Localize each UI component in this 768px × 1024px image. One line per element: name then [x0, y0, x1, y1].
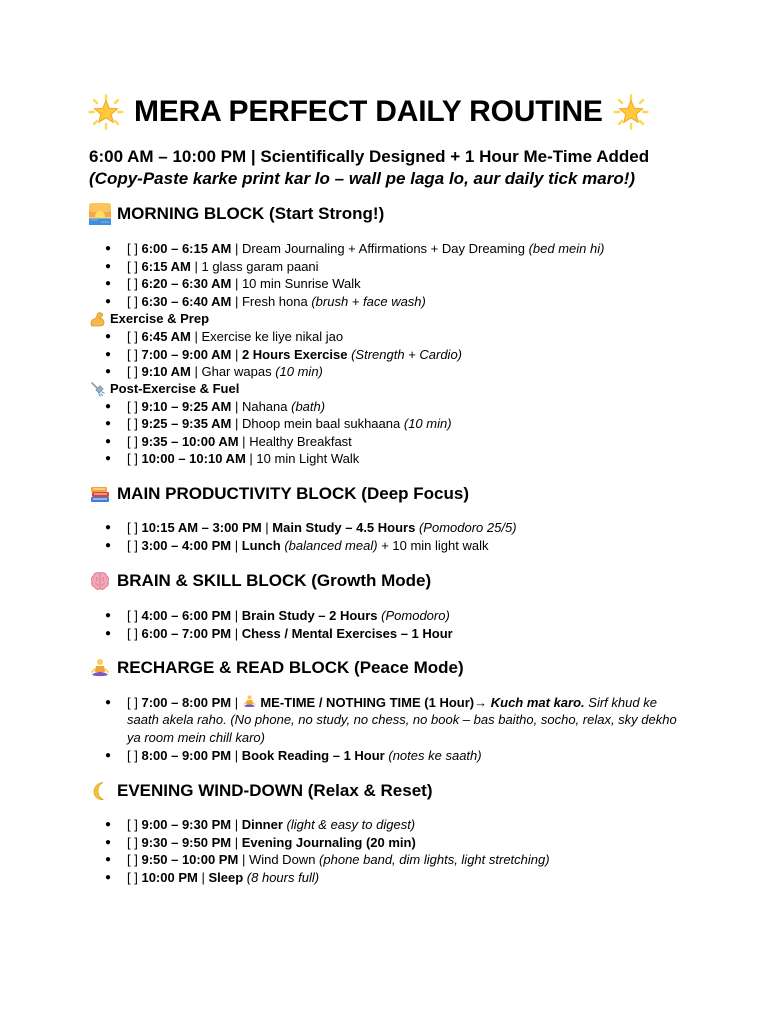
separator: |: [234, 817, 239, 832]
separator: |: [234, 538, 239, 553]
list-item: [105, 537, 687, 554]
section-heading-morning: [89, 203, 384, 225]
bullet: ●: [105, 418, 112, 429]
checkbox[interactable]: [ ]: [127, 625, 138, 641]
item-note: Sirf khud ke saath akela raho. (No phone, no study, no chess, no book – bas baitho, socho, relax, sky dekho ya room mein chill karo): [127, 695, 677, 745]
item-text: Exercise ke liye nikal jao: [201, 329, 344, 344]
list-item: [105, 834, 687, 851]
print-instruction: (Copy-Paste karke print kar lo – wall pe laga lo, aur daily tick maro!): [89, 169, 636, 188]
title-text: MERA PERFECT DAILY ROUTINE: [134, 95, 603, 128]
bullet: ●: [105, 366, 112, 377]
item-text: 1 glass garam paani: [201, 258, 319, 274]
list-item: [105, 816, 687, 833]
bullet: ●: [105, 295, 112, 307]
bullet: ●: [105, 836, 112, 848]
bullet: ●: [105, 522, 112, 533]
checkbox[interactable]: [ ]: [127, 433, 138, 449]
checkbox[interactable]: [ ]: [127, 520, 138, 535]
item-note: (8 hours full): [246, 869, 320, 885]
item-text: 2 Hours Exercise: [241, 346, 348, 362]
item-time: 6:00 – 7:00 PM: [141, 625, 232, 641]
list-item: [105, 398, 687, 415]
separator: |: [234, 834, 239, 850]
item-note: (brush + face wash): [311, 293, 426, 309]
item-note: (bath): [291, 398, 326, 414]
list-item: [105, 694, 682, 746]
item-text: Evening Journaling (20 min): [241, 834, 416, 850]
list-item: [105, 240, 687, 257]
bullet: ●: [105, 819, 112, 830]
item-time: 6:15 AM: [141, 258, 191, 274]
item-time: 7:00 – 9:00 AM: [141, 346, 232, 362]
checkbox[interactable]: [ ]: [127, 451, 138, 466]
item-note: (balanced meal): [284, 538, 378, 553]
section-heading-evening: [89, 780, 432, 802]
item-text: Wind Down: [248, 852, 316, 867]
section-title: EVENING WIND-DOWN (Relax & Reset): [117, 781, 433, 800]
item-time: 10:00 – 10:10 AM: [141, 451, 246, 466]
bullet: ●: [105, 610, 112, 621]
section-title: MORNING BLOCK (Start Strong!): [117, 204, 385, 223]
separator: |: [201, 869, 205, 885]
item-text: Lunch: [241, 538, 281, 553]
item-time: 6:30 – 6:40 AM: [141, 293, 232, 309]
glowing-star-icon: [613, 94, 649, 130]
flexed-biceps-icon: [89, 310, 106, 327]
checkbox[interactable]: [ ]: [127, 398, 138, 414]
bullet: ●: [105, 400, 112, 412]
checkbox[interactable]: [ ]: [127, 608, 138, 623]
list-item: [105, 433, 687, 450]
separator: |: [234, 276, 239, 291]
item-time: 6:45 AM: [141, 329, 191, 344]
bullet: ●: [105, 750, 112, 761]
list-item: [105, 607, 687, 624]
item-text: Chess / Mental Exercises – 1 Hour: [241, 625, 453, 641]
checkbox[interactable]: [ ]: [127, 538, 138, 553]
checkbox[interactable]: [ ]: [127, 834, 138, 850]
subheading-text: Post-Exercise & Fuel: [110, 381, 240, 396]
list-item: [105, 258, 687, 275]
item-time: 3:00 – 4:00 PM: [141, 538, 232, 553]
item-text: Brain Study – 2 Hours: [241, 608, 378, 623]
checkbox[interactable]: [ ]: [127, 869, 138, 885]
checkbox[interactable]: [ ]: [127, 293, 138, 309]
checkbox[interactable]: [ ]: [127, 346, 138, 362]
item-time: 8:00 – 9:00 PM: [141, 748, 232, 763]
bullet: ●: [105, 348, 112, 360]
list-item: [105, 747, 687, 764]
checkbox[interactable]: [ ]: [127, 695, 138, 710]
item-note: (phone band, dim lights, light stretching): [319, 852, 550, 867]
item-note: (Strength + Cardio): [351, 346, 463, 362]
brain-icon: [89, 570, 111, 592]
separator: |: [234, 625, 239, 641]
item-text: Main Study – 4.5 Hours: [272, 520, 416, 535]
separator: |: [234, 293, 239, 309]
subheading-text: Exercise & Prep: [110, 311, 210, 326]
item-time: 6:20 – 6:30 AM: [141, 276, 232, 291]
page-title: [88, 92, 649, 132]
item-time: 9:30 – 9:50 PM: [141, 834, 232, 850]
item-text: Ghar wapas: [201, 364, 272, 379]
schedule-subtitle: 6:00 AM – 10:00 PM | Scientifically Designed + 1 Hour Me-Time Added: [89, 147, 650, 166]
separator: |: [234, 241, 239, 256]
bullet: ●: [105, 854, 112, 865]
item-note: (notes ke saath): [388, 748, 482, 763]
item-note: (10 min): [275, 364, 323, 379]
separator: |: [194, 329, 198, 344]
checkbox[interactable]: [ ]: [127, 258, 138, 274]
checkbox[interactable]: [ ]: [127, 276, 138, 291]
separator: |: [234, 416, 239, 431]
glowing-star-icon: [88, 94, 124, 130]
separator: |: [194, 364, 198, 379]
separator: |: [249, 451, 253, 466]
list-item: [105, 519, 687, 536]
separator: |: [242, 433, 246, 449]
item-text-after: + 10 min light walk: [381, 538, 489, 553]
item-text: Sleep: [208, 869, 244, 885]
separator: |: [241, 852, 246, 867]
item-time: 9:10 – 9:25 AM: [141, 398, 232, 414]
item-text: Nahana: [241, 398, 288, 414]
bullet: ●: [105, 331, 112, 342]
checkbox[interactable]: [ ]: [127, 817, 138, 832]
bullet: ●: [105, 697, 112, 708]
crescent-moon-icon: [89, 780, 111, 802]
item-time: 9:35 – 10:00 AM: [141, 433, 239, 449]
item-time: 6:00 – 6:15 AM: [141, 241, 232, 256]
item-text: Dream Journaling + Affirmations + Day Dreaming: [241, 241, 525, 256]
list-item: [105, 363, 687, 380]
bullet: ●: [105, 871, 112, 883]
list-item: [105, 328, 687, 345]
item-text: Dhoop mein baal sukhaana: [241, 416, 401, 431]
item-text: ME-TIME / NOTHING TIME (1 Hour)→: [260, 695, 488, 710]
subheading-post-exercise: [89, 380, 239, 397]
separator: |: [265, 520, 269, 535]
list-item: [105, 293, 687, 310]
checkbox[interactable]: [ ]: [127, 364, 138, 379]
item-text: Dinner: [241, 817, 283, 832]
list-item: [105, 415, 687, 432]
item-text: Book Reading – 1 Hour: [241, 748, 385, 763]
item-time: 9:25 – 9:35 AM: [141, 416, 232, 431]
list-item: [105, 625, 687, 642]
shower-icon: [89, 380, 106, 397]
item-time: 9:00 – 9:30 PM: [141, 817, 232, 832]
item-text: 10 min Sunrise Walk: [241, 276, 361, 291]
list-item: [105, 275, 687, 292]
bullet: ●: [105, 260, 112, 272]
list-item: [105, 851, 687, 868]
separator: |: [234, 695, 239, 710]
item-note: (light & easy to digest): [286, 817, 416, 832]
section-title: RECHARGE & READ BLOCK (Peace Mode): [117, 658, 464, 677]
item-note: (10 min): [403, 416, 452, 431]
checkbox[interactable]: [ ]: [127, 852, 138, 867]
bullet: ●: [105, 453, 112, 464]
item-time: 9:50 – 10:00 PM: [141, 852, 239, 867]
bullet: ●: [105, 540, 112, 551]
item-text: Fresh hona: [241, 293, 308, 309]
bullet: ●: [105, 627, 112, 639]
subheading-exercise: [89, 310, 209, 327]
checkbox[interactable]: [ ]: [127, 329, 138, 344]
separator: |: [234, 608, 239, 623]
item-note: (Pomodoro): [381, 608, 450, 623]
section-title: MAIN PRODUCTIVITY BLOCK (Deep Focus): [117, 484, 469, 503]
bullet: ●: [105, 278, 112, 289]
checkbox[interactable]: [ ]: [127, 748, 138, 763]
bullet: ●: [105, 243, 112, 254]
separator: |: [234, 346, 239, 362]
item-text: Healthy Breakfast: [249, 433, 352, 449]
books-icon: [89, 483, 111, 505]
section-title: BRAIN & SKILL BLOCK (Growth Mode): [117, 571, 432, 590]
list-item: [105, 346, 687, 363]
item-time: 10:00 PM: [141, 869, 198, 885]
person-meditating-icon: [89, 657, 111, 679]
separator: |: [234, 748, 239, 763]
person-meditating-icon: [242, 694, 257, 709]
section-heading-brain: [89, 570, 431, 592]
list-item: [105, 450, 687, 467]
bullet: ●: [105, 435, 112, 447]
item-time: 7:00 – 8:00 PM: [141, 695, 232, 710]
item-note: (Pomodoro 25/5): [418, 520, 517, 535]
list-item: [105, 869, 687, 886]
section-heading-recharge: [89, 657, 464, 679]
item-time: 9:10 AM: [141, 364, 191, 379]
item-text: 10 min Light Walk: [256, 451, 360, 466]
item-emphasis: Kuch mat karo.: [490, 695, 585, 710]
checkbox[interactable]: [ ]: [127, 416, 138, 431]
item-note: (bed mein hi): [528, 241, 605, 256]
sunrise-icon: [89, 203, 111, 225]
checkbox[interactable]: [ ]: [127, 241, 138, 256]
item-time: 10:15 AM – 3:00 PM: [141, 520, 262, 535]
item-time: 4:00 – 6:00 PM: [141, 608, 232, 623]
separator: |: [194, 258, 198, 274]
separator: |: [234, 398, 239, 414]
section-heading-productivity: [89, 483, 469, 505]
